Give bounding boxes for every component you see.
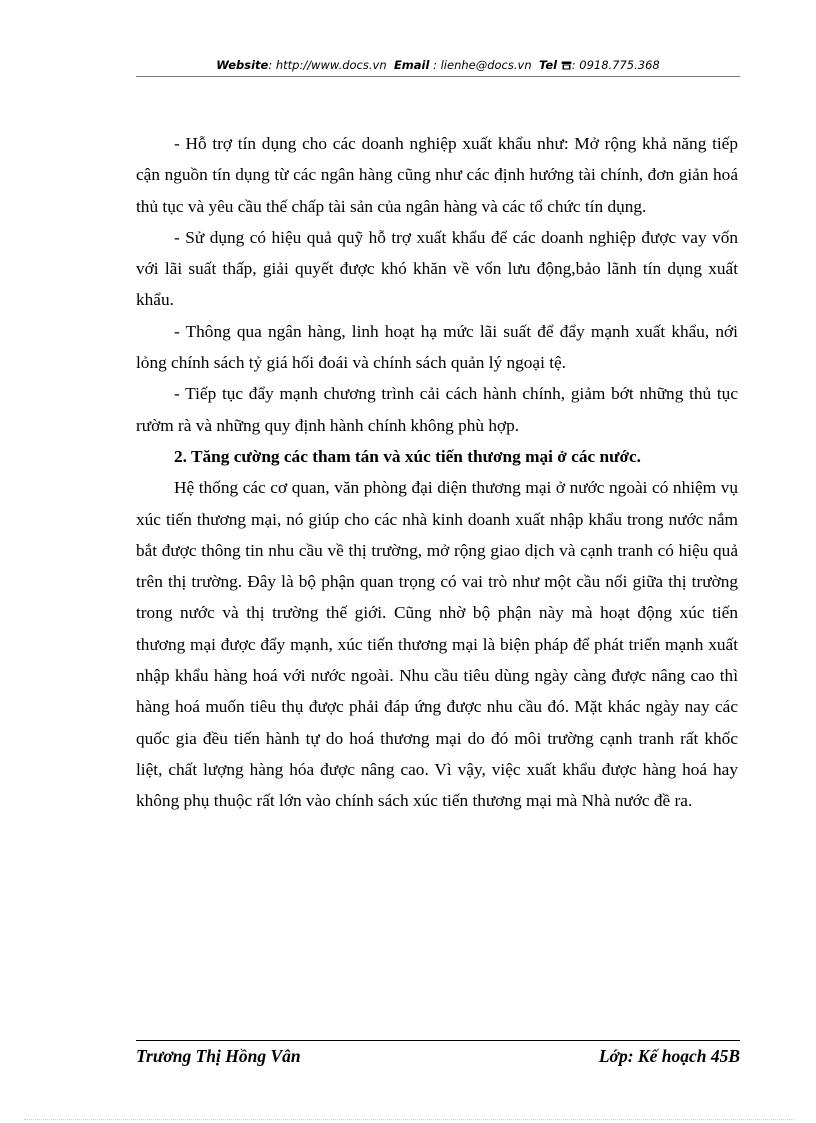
- paragraph-export-fund: - Sử dụng có hiệu quả quỹ hỗ trợ xuất khẩu để các doanh nghiệp được vay vốn với lãi suất thấp, giải quyết được khó khăn về vốn lưu động,bảo lãnh tín dụng xuất khẩu.: [136, 227, 738, 310]
- section-heading: 2. Tăng cường các tham tán và xúc tiến thương mại ở các nước.: [174, 446, 642, 466]
- page-bottom-border: [24, 1119, 794, 1120]
- footer-divider: [136, 1040, 740, 1041]
- footer-class: Lớp: Kế hoạch 45B: [598, 1046, 740, 1066]
- paragraph-credit-support: - Hỗ trợ tín dụng cho các doanh nghiệp xuất khẩu như: Mở rộng khả năng tiếp cận nguồn tín dụng từ các ngân hàng cũng như các định hướng tài chính, đơn giản hoá thủ tục và yêu cầu thế chấp tài sản của ngân hàng và các tổ chức tín dụng.: [136, 134, 738, 216]
- paragraph-interest-rate: - Thông qua ngân hàng, linh hoạt hạ mức lãi suất để đẩy mạnh xuất khẩu, nới lỏng chính sách tỷ giá hối đoái và chính sách quản lý ngoại tệ.: [136, 321, 738, 373]
- page-footer: [136, 1044, 740, 1070]
- paragraph-trade-promotion: Hệ thống các cơ quan, văn phòng đại diện thương mại ở nước ngoài có nhiệm vụ xúc tiến thương mại, nó giúp cho các nhà kinh doanh xuất nhập khẩu trong nước nắm bắt được thông tin nhu cầu về thị trường, mở rộng giao dịch và cạnh tranh có hiệu quả trên thị trường. Đây là bộ phận quan trọng có vai trò như một cầu nối giữa thị trường trong nước và thị trường thế giới. Cũng nhờ bộ phận này mà hoạt động xúc tiến thương mại được đẩy mạnh, xúc tiến thương mại là biện pháp để phát triển mạnh xuất nhập khẩu hàng hoá với nước ngoài. Nhu cầu tiêu dùng ngày càng được nâng cao thì hàng hoá muốn tiêu thụ được phải đáp ứng được nhu cầu đó. Mặt khác ngày nay các quốc gia đều tiến hành tự do hoá thương mại do đó môi trường cạnh tranh rất khốc liệt, chất lượng hàng hóa được nâng cao. Vì vậy, việc xuất khẩu được hàng hoá hay không phụ thuộc rất lớn vào chính sách xúc tiến thương mại mà Nhà nước đề ra.: [136, 478, 738, 811]
- email-value: : lienhe@docs.vn: [433, 58, 532, 72]
- page-header: [136, 56, 740, 77]
- footer-author: Trương Thị Hồng Vân: [136, 1046, 301, 1066]
- email-label: Email: [393, 58, 430, 72]
- tel-label: Tel: [538, 58, 558, 72]
- website-value: : http://www.docs.vn: [268, 58, 387, 72]
- paragraph-admin-reform: - Tiếp tục đẩy mạnh chương trình cải cách hành chính, giảm bớt những thủ tục rườm rà và những quy định hành chính không phù hợp.: [136, 384, 738, 435]
- phone-icon: [561, 61, 572, 70]
- tel-value: : 0918.775.368: [571, 58, 660, 72]
- document-body: [136, 128, 738, 817]
- website-label: Website: [216, 58, 269, 72]
